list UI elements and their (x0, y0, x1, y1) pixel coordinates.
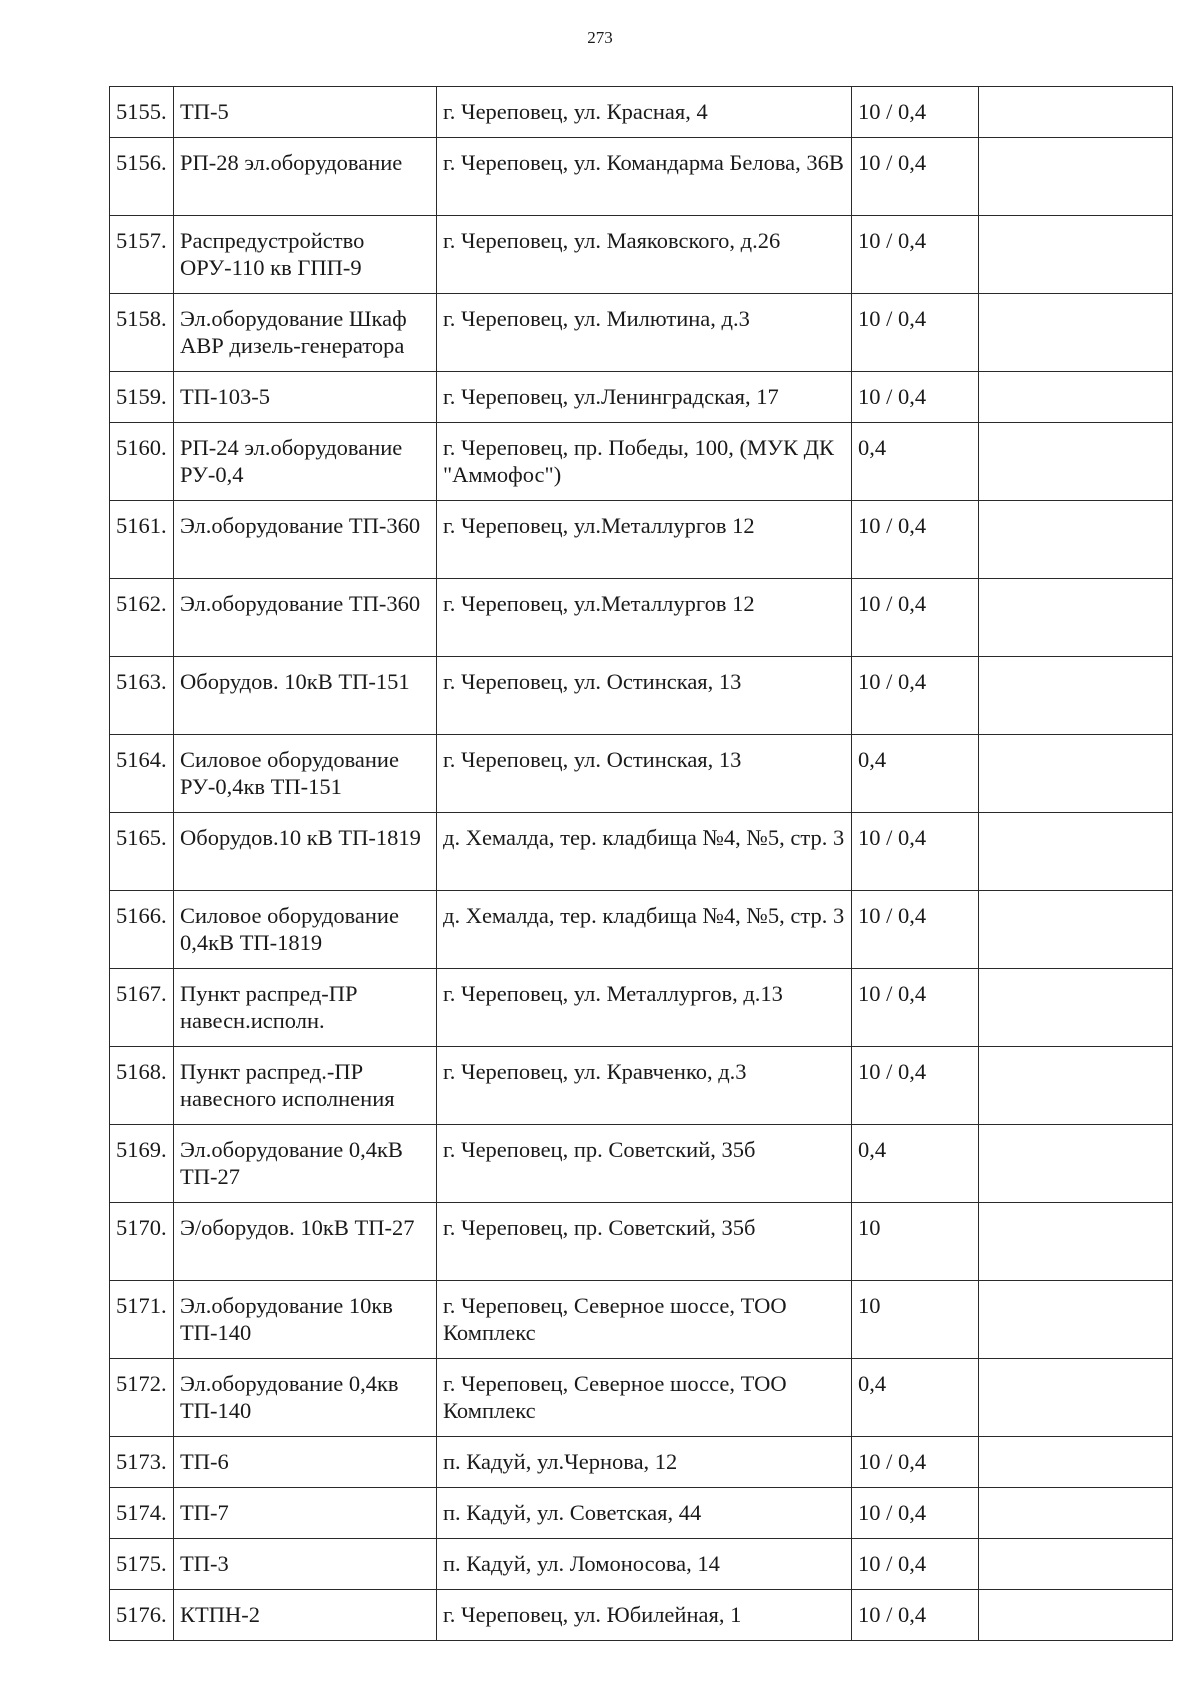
note-cell (979, 1488, 1173, 1539)
row-number-cell: 5159. (110, 372, 174, 423)
row-number-cell: 5176. (110, 1590, 174, 1641)
row-number-cell: 5158. (110, 294, 174, 372)
table-row (110, 1125, 1173, 1203)
table-row (110, 1203, 1173, 1281)
table-row (110, 1488, 1173, 1539)
voltage-cell: 0,4 (852, 1359, 979, 1437)
address-cell: г. Череповец, ул. Командарма Белова, 36В (437, 138, 852, 216)
equipment-name-cell: Э/оборудов. 10кВ ТП-27 (174, 1203, 437, 1281)
address-cell: г. Череповец, ул.Металлургов 12 (437, 501, 852, 579)
row-number-cell: 5157. (110, 216, 174, 294)
note-cell (979, 969, 1173, 1047)
equipment-name-cell: РП-28 эл.оборудование (174, 138, 437, 216)
row-number-cell: 5165. (110, 813, 174, 891)
address-cell: д. Хемалда, тер. кладбища №4, №5, стр. 3 (437, 891, 852, 969)
voltage-cell: 10 / 0,4 (852, 294, 979, 372)
table-row (110, 1281, 1173, 1359)
voltage-cell: 10 / 0,4 (852, 1437, 979, 1488)
voltage-cell: 10 / 0,4 (852, 891, 979, 969)
table-row (110, 372, 1173, 423)
voltage-cell: 0,4 (852, 1125, 979, 1203)
table-row (110, 1437, 1173, 1488)
address-cell: п. Кадуй, ул. Ломоносова, 14 (437, 1539, 852, 1590)
equipment-name-cell: Эл.оборудование 10кв ТП-140 (174, 1281, 437, 1359)
address-cell: г. Череповец, ул.Металлургов 12 (437, 579, 852, 657)
voltage-cell: 10 / 0,4 (852, 1488, 979, 1539)
note-cell (979, 216, 1173, 294)
row-number-cell: 5155. (110, 87, 174, 138)
row-number-cell: 5171. (110, 1281, 174, 1359)
table-row (110, 138, 1173, 216)
note-cell (979, 735, 1173, 813)
row-number-cell: 5173. (110, 1437, 174, 1488)
table-row (110, 1590, 1173, 1641)
note-cell (979, 1590, 1173, 1641)
note-cell (979, 1359, 1173, 1437)
row-number-cell: 5162. (110, 579, 174, 657)
equipment-name-cell: Оборудов. 10кВ ТП-151 (174, 657, 437, 735)
voltage-cell: 10 / 0,4 (852, 813, 979, 891)
note-cell (979, 501, 1173, 579)
note-cell (979, 294, 1173, 372)
address-cell: г. Череповец, Северное шоссе, ТОО Комплекс (437, 1359, 852, 1437)
table-row (110, 735, 1173, 813)
table-row (110, 216, 1173, 294)
voltage-cell: 10 / 0,4 (852, 657, 979, 735)
row-number-cell: 5174. (110, 1488, 174, 1539)
table-row (110, 891, 1173, 969)
table-row (110, 1359, 1173, 1437)
row-number-cell: 5163. (110, 657, 174, 735)
note-cell (979, 1437, 1173, 1488)
note-cell (979, 579, 1173, 657)
row-number-cell: 5164. (110, 735, 174, 813)
address-cell: г. Череповец, ул. Маяковского, д.26 (437, 216, 852, 294)
row-number-cell: 5160. (110, 423, 174, 501)
note-cell (979, 1125, 1173, 1203)
address-cell: г. Череповец, ул. Красная, 4 (437, 87, 852, 138)
voltage-cell: 10 / 0,4 (852, 216, 979, 294)
table-row (110, 657, 1173, 735)
voltage-cell: 10 (852, 1203, 979, 1281)
table-row (110, 1047, 1173, 1125)
equipment-name-cell: ТП-103-5 (174, 372, 437, 423)
equipment-name-cell: Пункт распред-ПР навесн.исполн. (174, 969, 437, 1047)
equipment-name-cell: Распредустройство ОРУ-110 кв ГПП-9 (174, 216, 437, 294)
voltage-cell: 0,4 (852, 423, 979, 501)
registry-table-body (110, 87, 1173, 1641)
note-cell (979, 891, 1173, 969)
equipment-name-cell: ТП-5 (174, 87, 437, 138)
address-cell: г. Череповец, пр. Победы, 100, (МУК ДК "Аммофос") (437, 423, 852, 501)
address-cell: п. Кадуй, ул. Советская, 44 (437, 1488, 852, 1539)
note-cell (979, 1539, 1173, 1590)
address-cell: г. Череповец, пр. Советский, 35б (437, 1125, 852, 1203)
row-number-cell: 5168. (110, 1047, 174, 1125)
equipment-name-cell: Эл.оборудование 0,4кВ ТП-27 (174, 1125, 437, 1203)
equipment-name-cell: ТП-3 (174, 1539, 437, 1590)
note-cell (979, 138, 1173, 216)
table-row (110, 813, 1173, 891)
voltage-cell: 10 / 0,4 (852, 1047, 979, 1125)
voltage-cell: 10 / 0,4 (852, 579, 979, 657)
voltage-cell: 0,4 (852, 735, 979, 813)
equipment-name-cell: Силовое оборудование 0,4кВ ТП-1819 (174, 891, 437, 969)
address-cell: д. Хемалда, тер. кладбища №4, №5, стр. 3 (437, 813, 852, 891)
voltage-cell: 10 / 0,4 (852, 969, 979, 1047)
table-row (110, 87, 1173, 138)
equipment-name-cell: Эл.оборудование ТП-360 (174, 579, 437, 657)
table-row (110, 294, 1173, 372)
voltage-cell: 10 / 0,4 (852, 87, 979, 138)
row-number-cell: 5166. (110, 891, 174, 969)
note-cell (979, 372, 1173, 423)
address-cell: г. Череповец, ул. Остинская, 13 (437, 657, 852, 735)
voltage-cell: 10 / 0,4 (852, 1539, 979, 1590)
address-cell: г. Череповец, ул.Ленинградская, 17 (437, 372, 852, 423)
note-cell (979, 1047, 1173, 1125)
address-cell: г. Череповец, ул. Остинская, 13 (437, 735, 852, 813)
table-row (110, 423, 1173, 501)
row-number-cell: 5175. (110, 1539, 174, 1590)
address-cell: г. Череповец, Северное шоссе, ТОО Комплекс (437, 1281, 852, 1359)
voltage-cell: 10 / 0,4 (852, 1590, 979, 1641)
equipment-name-cell: ТП-6 (174, 1437, 437, 1488)
note-cell (979, 657, 1173, 735)
voltage-cell: 10 / 0,4 (852, 138, 979, 216)
equipment-name-cell: КТПН-2 (174, 1590, 437, 1641)
equipment-name-cell: Силовое оборудование РУ-0,4кв ТП-151 (174, 735, 437, 813)
row-number-cell: 5156. (110, 138, 174, 216)
address-cell: г. Череповец, ул. Металлургов, д.13 (437, 969, 852, 1047)
equipment-name-cell: Пункт распред.-ПР навесного исполнения (174, 1047, 437, 1125)
equipment-name-cell: РП-24 эл.оборудование РУ-0,4 (174, 423, 437, 501)
address-cell: п. Кадуй, ул.Чернова, 12 (437, 1437, 852, 1488)
note-cell (979, 1203, 1173, 1281)
voltage-cell: 10 / 0,4 (852, 372, 979, 423)
equipment-name-cell: Оборудов.10 кВ ТП-1819 (174, 813, 437, 891)
row-number-cell: 5167. (110, 969, 174, 1047)
table-row (110, 579, 1173, 657)
equipment-name-cell: ТП-7 (174, 1488, 437, 1539)
address-cell: г. Череповец, ул. Юбилейная, 1 (437, 1590, 852, 1641)
voltage-cell: 10 / 0,4 (852, 501, 979, 579)
page-number: 273 (587, 28, 613, 47)
registry-table (109, 86, 1173, 1641)
table-row (110, 501, 1173, 579)
address-cell: г. Череповец, ул. Кравченко, д.3 (437, 1047, 852, 1125)
equipment-name-cell: Эл.оборудование Шкаф АВР дизель-генератора (174, 294, 437, 372)
equipment-name-cell: Эл.оборудование ТП-360 (174, 501, 437, 579)
equipment-name-cell: Эл.оборудование 0,4кв ТП-140 (174, 1359, 437, 1437)
voltage-cell: 10 (852, 1281, 979, 1359)
row-number-cell: 5172. (110, 1359, 174, 1437)
note-cell (979, 1281, 1173, 1359)
address-cell: г. Череповец, ул. Милютина, д.3 (437, 294, 852, 372)
row-number-cell: 5161. (110, 501, 174, 579)
table-row (110, 1539, 1173, 1590)
row-number-cell: 5169. (110, 1125, 174, 1203)
row-number-cell: 5170. (110, 1203, 174, 1281)
address-cell: г. Череповец, пр. Советский, 35б (437, 1203, 852, 1281)
note-cell (979, 87, 1173, 138)
note-cell (979, 423, 1173, 501)
table-row (110, 969, 1173, 1047)
note-cell (979, 813, 1173, 891)
